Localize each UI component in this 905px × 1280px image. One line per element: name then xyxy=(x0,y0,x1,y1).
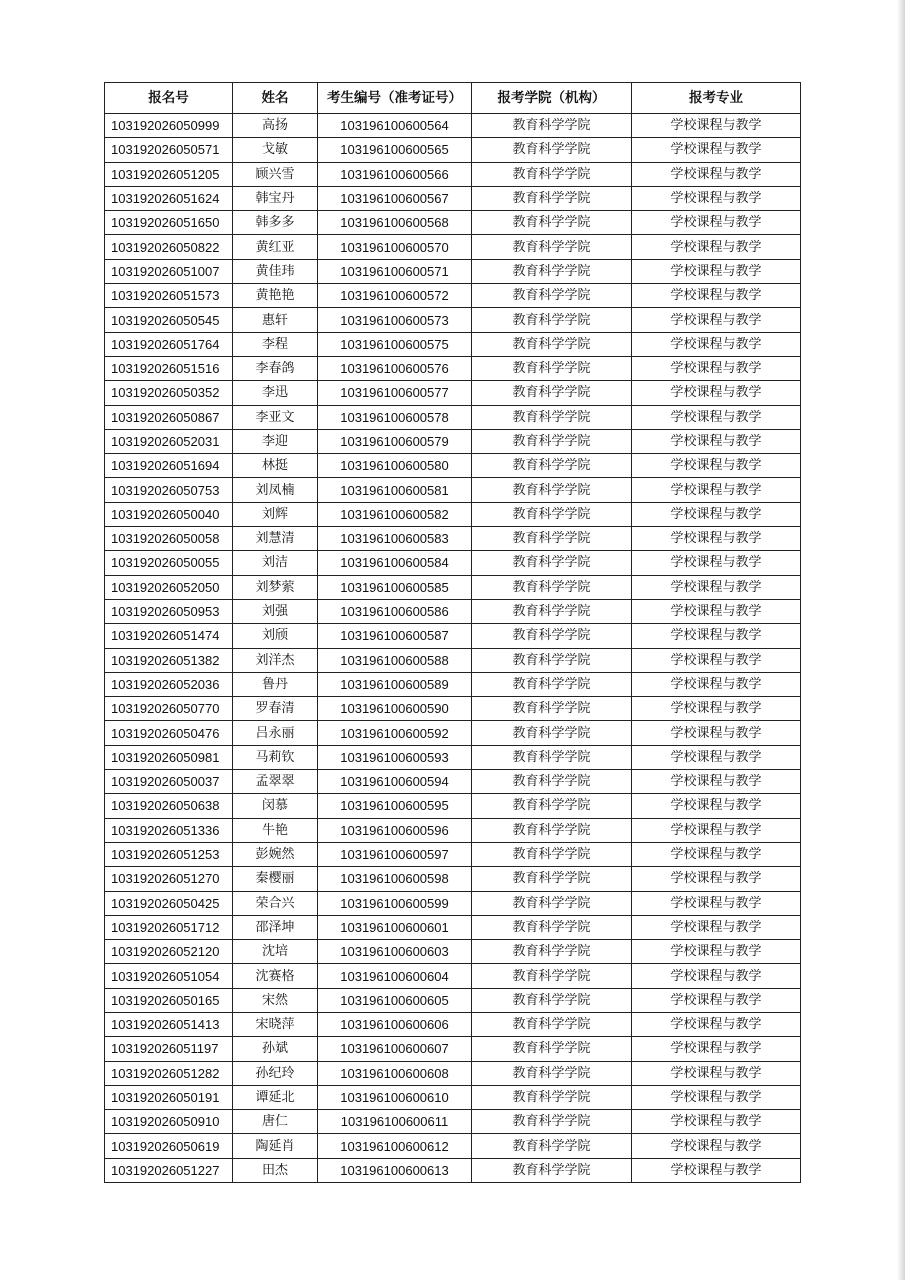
college-cell: 教育科学学院 xyxy=(472,429,632,453)
header-registration-number: 报名号 xyxy=(105,83,233,114)
table-row xyxy=(105,308,801,332)
name-cell: 闵慕 xyxy=(233,794,318,818)
registration-number-cell: 103192026050037 xyxy=(105,770,233,794)
exam-number-cell: 103196100600587 xyxy=(318,624,472,648)
table-row xyxy=(105,940,801,964)
header-college: 报考学院（机构） xyxy=(472,83,632,114)
name-cell: 孙纪玲 xyxy=(233,1061,318,1085)
registration-number-cell: 103192026050165 xyxy=(105,988,233,1012)
exam-number-cell: 103196100600586 xyxy=(318,599,472,623)
major-cell: 学校课程与教学 xyxy=(632,745,801,769)
college-cell: 教育科学学院 xyxy=(472,1012,632,1036)
name-cell: 谭延北 xyxy=(233,1085,318,1109)
registration-number-cell: 103192026050770 xyxy=(105,697,233,721)
college-cell: 教育科学学院 xyxy=(472,697,632,721)
name-cell: 刘强 xyxy=(233,599,318,623)
table-row xyxy=(105,356,801,380)
college-cell: 教育科学学院 xyxy=(472,235,632,259)
table-row xyxy=(105,648,801,672)
exam-number-cell: 103196100600595 xyxy=(318,794,472,818)
table-row xyxy=(105,599,801,623)
major-cell: 学校课程与教学 xyxy=(632,527,801,551)
registration-number-cell: 103192026051413 xyxy=(105,1012,233,1036)
name-cell: 刘凤楠 xyxy=(233,478,318,502)
college-cell: 教育科学学院 xyxy=(472,915,632,939)
college-cell: 教育科学学院 xyxy=(472,842,632,866)
registration-number-cell: 103192026050999 xyxy=(105,114,233,138)
major-cell: 学校课程与教学 xyxy=(632,770,801,794)
exam-number-cell: 103196100600581 xyxy=(318,478,472,502)
college-cell: 教育科学学院 xyxy=(472,211,632,235)
name-cell: 宋然 xyxy=(233,988,318,1012)
table-row xyxy=(105,1110,801,1134)
exam-number-cell: 103196100600599 xyxy=(318,891,472,915)
exam-number-cell: 103196100600567 xyxy=(318,186,472,210)
major-cell: 学校课程与教学 xyxy=(632,794,801,818)
exam-number-cell: 103196100600598 xyxy=(318,867,472,891)
college-cell: 教育科学学院 xyxy=(472,478,632,502)
major-cell: 学校课程与教学 xyxy=(632,1085,801,1109)
registration-number-cell: 103192026052031 xyxy=(105,429,233,453)
major-cell: 学校课程与教学 xyxy=(632,648,801,672)
exam-number-cell: 103196100600606 xyxy=(318,1012,472,1036)
name-cell: 林挺 xyxy=(233,454,318,478)
college-cell: 教育科学学院 xyxy=(472,551,632,575)
name-cell: 田杰 xyxy=(233,1158,318,1182)
table-row xyxy=(105,1061,801,1085)
college-cell: 教育科学学院 xyxy=(472,964,632,988)
registration-number-cell: 103192026050638 xyxy=(105,794,233,818)
table-row xyxy=(105,575,801,599)
exam-number-cell: 103196100600611 xyxy=(318,1110,472,1134)
registration-number-cell: 103192026050953 xyxy=(105,599,233,623)
registration-number-cell: 103192026050571 xyxy=(105,138,233,162)
registration-number-cell: 103192026050822 xyxy=(105,235,233,259)
exam-number-cell: 103196100600577 xyxy=(318,381,472,405)
registration-number-cell: 103192026051270 xyxy=(105,867,233,891)
name-cell: 李迎 xyxy=(233,429,318,453)
registration-number-cell: 103192026051253 xyxy=(105,842,233,866)
name-cell: 沈培 xyxy=(233,940,318,964)
registration-number-cell: 103192026051054 xyxy=(105,964,233,988)
college-cell: 教育科学学院 xyxy=(472,356,632,380)
major-cell: 学校课程与教学 xyxy=(632,964,801,988)
registration-number-cell: 103192026051336 xyxy=(105,818,233,842)
major-cell: 学校课程与教学 xyxy=(632,891,801,915)
college-cell: 教育科学学院 xyxy=(472,891,632,915)
college-cell: 教育科学学院 xyxy=(472,1061,632,1085)
major-cell: 学校课程与教学 xyxy=(632,138,801,162)
registration-number-cell: 103192026050352 xyxy=(105,381,233,405)
table-row xyxy=(105,284,801,308)
name-cell: 秦樱丽 xyxy=(233,867,318,891)
name-cell: 高扬 xyxy=(233,114,318,138)
exam-number-cell: 103196100600592 xyxy=(318,721,472,745)
exam-number-cell: 103196100600597 xyxy=(318,842,472,866)
registration-number-cell: 103192026051712 xyxy=(105,915,233,939)
table-row xyxy=(105,551,801,575)
major-cell: 学校课程与教学 xyxy=(632,235,801,259)
college-cell: 教育科学学院 xyxy=(472,1037,632,1061)
name-cell: 刘梦萦 xyxy=(233,575,318,599)
college-cell: 教育科学学院 xyxy=(472,284,632,308)
registration-number-cell: 103192026051624 xyxy=(105,186,233,210)
registration-number-cell: 103192026052050 xyxy=(105,575,233,599)
major-cell: 学校课程与教学 xyxy=(632,988,801,1012)
name-cell: 惠轩 xyxy=(233,308,318,332)
table-row xyxy=(105,186,801,210)
major-cell: 学校课程与教学 xyxy=(632,551,801,575)
major-cell: 学校课程与教学 xyxy=(632,867,801,891)
major-cell: 学校课程与教学 xyxy=(632,478,801,502)
table-row xyxy=(105,770,801,794)
registration-number-cell: 103192026052120 xyxy=(105,940,233,964)
name-cell: 李迅 xyxy=(233,381,318,405)
college-cell: 教育科学学院 xyxy=(472,502,632,526)
registration-number-cell: 103192026050040 xyxy=(105,502,233,526)
name-cell: 唐仁 xyxy=(233,1110,318,1134)
registration-number-cell: 103192026051573 xyxy=(105,284,233,308)
college-cell: 教育科学学院 xyxy=(472,770,632,794)
name-cell: 韩多多 xyxy=(233,211,318,235)
table-row xyxy=(105,818,801,842)
registration-number-cell: 103192026051205 xyxy=(105,162,233,186)
table-row xyxy=(105,381,801,405)
name-cell: 黄佳玮 xyxy=(233,259,318,283)
registration-number-cell: 103192026050981 xyxy=(105,745,233,769)
college-cell: 教育科学学院 xyxy=(472,308,632,332)
name-cell: 黄艳艳 xyxy=(233,284,318,308)
exam-number-cell: 103196100600601 xyxy=(318,915,472,939)
exam-number-cell: 103196100600603 xyxy=(318,940,472,964)
registration-number-cell: 103192026050910 xyxy=(105,1110,233,1134)
name-cell: 戈敏 xyxy=(233,138,318,162)
exam-number-cell: 103196100600573 xyxy=(318,308,472,332)
exam-number-cell: 103196100600605 xyxy=(318,988,472,1012)
major-cell: 学校课程与教学 xyxy=(632,842,801,866)
registration-number-cell: 103192026051650 xyxy=(105,211,233,235)
table-header-row xyxy=(105,83,801,114)
name-cell: 荣合兴 xyxy=(233,891,318,915)
name-cell: 刘洁 xyxy=(233,551,318,575)
exam-number-cell: 103196100600612 xyxy=(318,1134,472,1158)
table-row xyxy=(105,454,801,478)
exam-number-cell: 103196100600578 xyxy=(318,405,472,429)
major-cell: 学校课程与教学 xyxy=(632,915,801,939)
exam-number-cell: 103196100600608 xyxy=(318,1061,472,1085)
table-row xyxy=(105,211,801,235)
major-cell: 学校课程与教学 xyxy=(632,381,801,405)
exam-number-cell: 103196100600613 xyxy=(318,1158,472,1182)
table-row xyxy=(105,1158,801,1182)
college-cell: 教育科学学院 xyxy=(472,988,632,1012)
major-cell: 学校课程与教学 xyxy=(632,308,801,332)
college-cell: 教育科学学院 xyxy=(472,1158,632,1182)
exam-number-cell: 103196100600576 xyxy=(318,356,472,380)
exam-number-cell: 103196100600570 xyxy=(318,235,472,259)
major-cell: 学校课程与教学 xyxy=(632,1158,801,1182)
exam-number-cell: 103196100600582 xyxy=(318,502,472,526)
major-cell: 学校课程与教学 xyxy=(632,162,801,186)
table-row xyxy=(105,1037,801,1061)
exam-number-cell: 103196100600584 xyxy=(318,551,472,575)
registration-number-cell: 103192026052036 xyxy=(105,672,233,696)
college-cell: 教育科学学院 xyxy=(472,114,632,138)
registration-number-cell: 103192026051197 xyxy=(105,1037,233,1061)
college-cell: 教育科学学院 xyxy=(472,454,632,478)
name-cell: 邵泽坤 xyxy=(233,915,318,939)
name-cell: 牛艳 xyxy=(233,818,318,842)
major-cell: 学校课程与教学 xyxy=(632,502,801,526)
major-cell: 学校课程与教学 xyxy=(632,186,801,210)
exam-number-cell: 103196100600590 xyxy=(318,697,472,721)
name-cell: 顾兴雪 xyxy=(233,162,318,186)
college-cell: 教育科学学院 xyxy=(472,624,632,648)
table-row xyxy=(105,672,801,696)
name-cell: 韩宝丹 xyxy=(233,186,318,210)
college-cell: 教育科学学院 xyxy=(472,186,632,210)
exam-number-cell: 103196100600572 xyxy=(318,284,472,308)
registration-number-cell: 103192026050055 xyxy=(105,551,233,575)
page-edge-shadow xyxy=(897,0,905,1280)
table-row xyxy=(105,1012,801,1036)
exam-number-cell: 103196100600604 xyxy=(318,964,472,988)
college-cell: 教育科学学院 xyxy=(472,1085,632,1109)
registration-number-cell: 103192026050425 xyxy=(105,891,233,915)
major-cell: 学校课程与教学 xyxy=(632,356,801,380)
exam-number-cell: 103196100600564 xyxy=(318,114,472,138)
table-row xyxy=(105,527,801,551)
name-cell: 李程 xyxy=(233,332,318,356)
college-cell: 教育科学学院 xyxy=(472,575,632,599)
registration-number-cell: 103192026050619 xyxy=(105,1134,233,1158)
exam-number-cell: 103196100600568 xyxy=(318,211,472,235)
registration-number-cell: 103192026050753 xyxy=(105,478,233,502)
major-cell: 学校课程与教学 xyxy=(632,1037,801,1061)
table-row xyxy=(105,162,801,186)
college-cell: 教育科学学院 xyxy=(472,405,632,429)
exam-number-cell: 103196100600589 xyxy=(318,672,472,696)
college-cell: 教育科学学院 xyxy=(472,599,632,623)
registration-number-cell: 103192026051516 xyxy=(105,356,233,380)
major-cell: 学校课程与教学 xyxy=(632,1012,801,1036)
table-row xyxy=(105,405,801,429)
exam-number-cell: 103196100600585 xyxy=(318,575,472,599)
college-cell: 教育科学学院 xyxy=(472,259,632,283)
table-row xyxy=(105,1085,801,1109)
name-cell: 李亚文 xyxy=(233,405,318,429)
exam-number-cell: 103196100600594 xyxy=(318,770,472,794)
major-cell: 学校课程与教学 xyxy=(632,1061,801,1085)
major-cell: 学校课程与教学 xyxy=(632,697,801,721)
table-row xyxy=(105,235,801,259)
registration-number-cell: 103192026050545 xyxy=(105,308,233,332)
name-cell: 刘辉 xyxy=(233,502,318,526)
name-cell: 刘颀 xyxy=(233,624,318,648)
table-row xyxy=(105,429,801,453)
header-exam-number: 考生编号（准考证号） xyxy=(318,83,472,114)
college-cell: 教育科学学院 xyxy=(472,527,632,551)
exam-number-cell: 103196100600583 xyxy=(318,527,472,551)
college-cell: 教育科学学院 xyxy=(472,721,632,745)
admission-list-table-wrapper xyxy=(104,82,800,1183)
college-cell: 教育科学学院 xyxy=(472,1110,632,1134)
college-cell: 教育科学学院 xyxy=(472,818,632,842)
header-major: 报考专业 xyxy=(632,83,801,114)
admission-list-table xyxy=(104,82,801,1183)
name-cell: 孙斌 xyxy=(233,1037,318,1061)
major-cell: 学校课程与教学 xyxy=(632,114,801,138)
college-cell: 教育科学学院 xyxy=(472,672,632,696)
table-row xyxy=(105,915,801,939)
name-cell: 罗春清 xyxy=(233,697,318,721)
major-cell: 学校课程与教学 xyxy=(632,429,801,453)
name-cell: 李春鸽 xyxy=(233,356,318,380)
table-row xyxy=(105,964,801,988)
college-cell: 教育科学学院 xyxy=(472,648,632,672)
name-cell: 鲁丹 xyxy=(233,672,318,696)
name-cell: 刘洋杰 xyxy=(233,648,318,672)
registration-number-cell: 103192026051007 xyxy=(105,259,233,283)
college-cell: 教育科学学院 xyxy=(472,332,632,356)
table-row xyxy=(105,842,801,866)
registration-number-cell: 103192026051474 xyxy=(105,624,233,648)
name-cell: 沈赛格 xyxy=(233,964,318,988)
major-cell: 学校课程与教学 xyxy=(632,211,801,235)
college-cell: 教育科学学院 xyxy=(472,138,632,162)
exam-number-cell: 103196100600575 xyxy=(318,332,472,356)
table-row xyxy=(105,697,801,721)
registration-number-cell: 103192026050867 xyxy=(105,405,233,429)
table-row xyxy=(105,745,801,769)
major-cell: 学校课程与教学 xyxy=(632,259,801,283)
registration-number-cell: 103192026051282 xyxy=(105,1061,233,1085)
exam-number-cell: 103196100600596 xyxy=(318,818,472,842)
major-cell: 学校课程与教学 xyxy=(632,454,801,478)
table-row xyxy=(105,332,801,356)
college-cell: 教育科学学院 xyxy=(472,1134,632,1158)
major-cell: 学校课程与教学 xyxy=(632,284,801,308)
table-row xyxy=(105,867,801,891)
major-cell: 学校课程与教学 xyxy=(632,672,801,696)
registration-number-cell: 103192026050058 xyxy=(105,527,233,551)
exam-number-cell: 103196100600607 xyxy=(318,1037,472,1061)
registration-number-cell: 103192026051227 xyxy=(105,1158,233,1182)
major-cell: 学校课程与教学 xyxy=(632,599,801,623)
college-cell: 教育科学学院 xyxy=(472,745,632,769)
major-cell: 学校课程与教学 xyxy=(632,1110,801,1134)
table-row xyxy=(105,794,801,818)
name-cell: 陶延肖 xyxy=(233,1134,318,1158)
major-cell: 学校课程与教学 xyxy=(632,721,801,745)
header-name: 姓名 xyxy=(233,83,318,114)
exam-number-cell: 103196100600571 xyxy=(318,259,472,283)
exam-number-cell: 103196100600588 xyxy=(318,648,472,672)
table-row xyxy=(105,891,801,915)
major-cell: 学校课程与教学 xyxy=(632,332,801,356)
table-row xyxy=(105,988,801,1012)
college-cell: 教育科学学院 xyxy=(472,162,632,186)
registration-number-cell: 103192026050191 xyxy=(105,1085,233,1109)
exam-number-cell: 103196100600579 xyxy=(318,429,472,453)
table-row xyxy=(105,721,801,745)
exam-number-cell: 103196100600566 xyxy=(318,162,472,186)
major-cell: 学校课程与教学 xyxy=(632,818,801,842)
exam-number-cell: 103196100600565 xyxy=(318,138,472,162)
table-row xyxy=(105,259,801,283)
college-cell: 教育科学学院 xyxy=(472,940,632,964)
name-cell: 刘慧清 xyxy=(233,527,318,551)
name-cell: 宋晓萍 xyxy=(233,1012,318,1036)
registration-number-cell: 103192026051764 xyxy=(105,332,233,356)
major-cell: 学校课程与教学 xyxy=(632,940,801,964)
name-cell: 吕永丽 xyxy=(233,721,318,745)
table-row xyxy=(105,114,801,138)
registration-number-cell: 103192026051694 xyxy=(105,454,233,478)
major-cell: 学校课程与教学 xyxy=(632,624,801,648)
table-row xyxy=(105,138,801,162)
table-body xyxy=(105,114,801,1183)
exam-number-cell: 103196100600580 xyxy=(318,454,472,478)
major-cell: 学校课程与教学 xyxy=(632,575,801,599)
college-cell: 教育科学学院 xyxy=(472,794,632,818)
table-row xyxy=(105,478,801,502)
college-cell: 教育科学学院 xyxy=(472,867,632,891)
college-cell: 教育科学学院 xyxy=(472,381,632,405)
registration-number-cell: 103192026050476 xyxy=(105,721,233,745)
table-row xyxy=(105,1134,801,1158)
exam-number-cell: 103196100600593 xyxy=(318,745,472,769)
major-cell: 学校课程与教学 xyxy=(632,405,801,429)
table-row xyxy=(105,624,801,648)
major-cell: 学校课程与教学 xyxy=(632,1134,801,1158)
name-cell: 黄红亚 xyxy=(233,235,318,259)
registration-number-cell: 103192026051382 xyxy=(105,648,233,672)
name-cell: 马莉钦 xyxy=(233,745,318,769)
name-cell: 彭婉然 xyxy=(233,842,318,866)
name-cell: 孟翠翠 xyxy=(233,770,318,794)
table-row xyxy=(105,502,801,526)
exam-number-cell: 103196100600610 xyxy=(318,1085,472,1109)
